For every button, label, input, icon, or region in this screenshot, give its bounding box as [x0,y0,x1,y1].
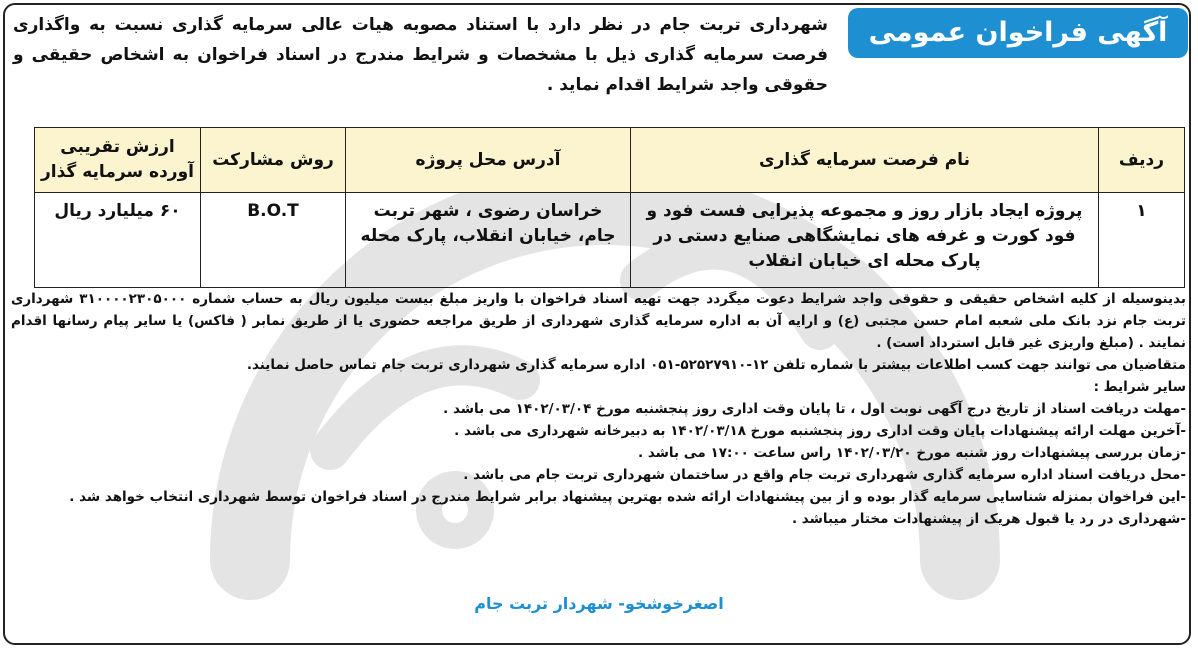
condition-item: -آخرین مهلت ارائه پیشنهادات پایان وقت اداری روز پنجشنبه مورخ ۱۴۰۲/۰۳/۱۸ به دبیرخانه شهرداری می باشد . [454,423,1186,439]
opportunity-table [34,127,1185,288]
notice-title: آگهی فراخوان عمومی [848,8,1188,58]
contact-paragraph: متقاضیان می توانند جهت کسب اطلاعات بیشتر با شماره تلفن ۱۲-۵۲۵۲۷۹۱۰-۰۵۱ اداره سرمایه گذاری شهرداری تربت جام تماس حاصل نمایند. [246,357,1186,373]
invitation-paragraph: بدینوسیله از کلیه اشخاص حقیقی و حقوقی واجد شرایط دعوت میگردد جهت تهیه اسناد فراخوان با واریز مبلغ بیست میلیون ریال به حساب شماره ۳۱۰۰۰۰۲۳۰۵۰۰۰ شهرداری تربت جام نزد بانک ملی شعبه امام حسن مجتبی (ع) و ارایه آن به اداره سرمایه گذاری شهرداری از طریق مراجعه حضوری یا از طریق نمابر ( فاکس) یا سایر پیام رسانها اقدام نمایند . (مبلغ واریزی غیر قابل استرداد است) . [11,291,1186,351]
cell-opportunity-name: پروژه ایجاد بازار روز و مجموعه پذیرایی فست فود و فود کورت و غرفه های نمایشگاهی صنایع دستی در پارک محله ای خیابان انقلاب [631,193,1099,288]
condition-item: -محل دریافت اسناد اداره سرمایه گذاری شهرداری تربت جام واقع در ساختمان شهرداری تربت جام می باشد . [463,467,1186,483]
cell-row-number: ۱ [1099,193,1185,288]
condition-item: -شهرداری در رد یا قبول هریک از پیشنهادات مختار میباشد . [791,511,1186,527]
notice-body [11,288,1186,530]
table-header-row [35,128,1185,193]
intro-paragraph: شهرداری تربت جام در نظر دارد با استناد مصوبه هیات عالی سرمایه گذاری نسبت به واگذاری فرصت سرمایه گذاری ذیل با مشخصات و شرایط مندرج در اسناد فراخوان به اشخاص حقیقی و حقوقی واجد شرایط اقدام نماید . [13,15,828,95]
table-row [35,193,1185,288]
header-participation-method: روش مشارکت [201,128,346,193]
header-row-number: ردیف [1099,128,1185,193]
condition-item: -مهلت دریافت اسناد از تاریخ درج آگهی نوبت اول ، تا پایان وقت اداری روز پنجشنبه مورخ ۱۴۰۲/۰۳/۰۴ می باشد . [443,401,1186,417]
cell-investment-value: ۶۰ میلیارد ریال [35,193,201,288]
header-project-address: آدرس محل پروژه [346,128,631,193]
header-opportunity-name: نام فرصت سرمایه گذاری [631,128,1099,193]
conditions-heading: سایر شرایط : [1093,379,1186,395]
cell-participation-method: B.O.T [201,193,346,288]
mayor-signature: اصغرخوشخو- شهردار تربت جام [474,594,724,613]
cell-project-address: خراسان رضوی ، شهر تربت جام، خیابان انقلاب، پارک محله [346,193,631,288]
condition-item: -این فراخوان بمنزله شناسایی سرمایه گذار بوده و از بین پیشنهادات ارائه شده بهترین پیشنهاد برابر شرایط مندرج در اسناد فراخوان توسط شهرداری انتخاب خواهد شد . [69,489,1186,505]
condition-item: -زمان بررسی پیشنهادات روز شنبه مورخ ۱۴۰۲/۰۳/۲۰ راس ساعت ۱۷:۰۰ می باشد . [638,445,1186,461]
header-investment-value: ارزش تقریبی آورده سرمایه گذار [35,128,201,193]
